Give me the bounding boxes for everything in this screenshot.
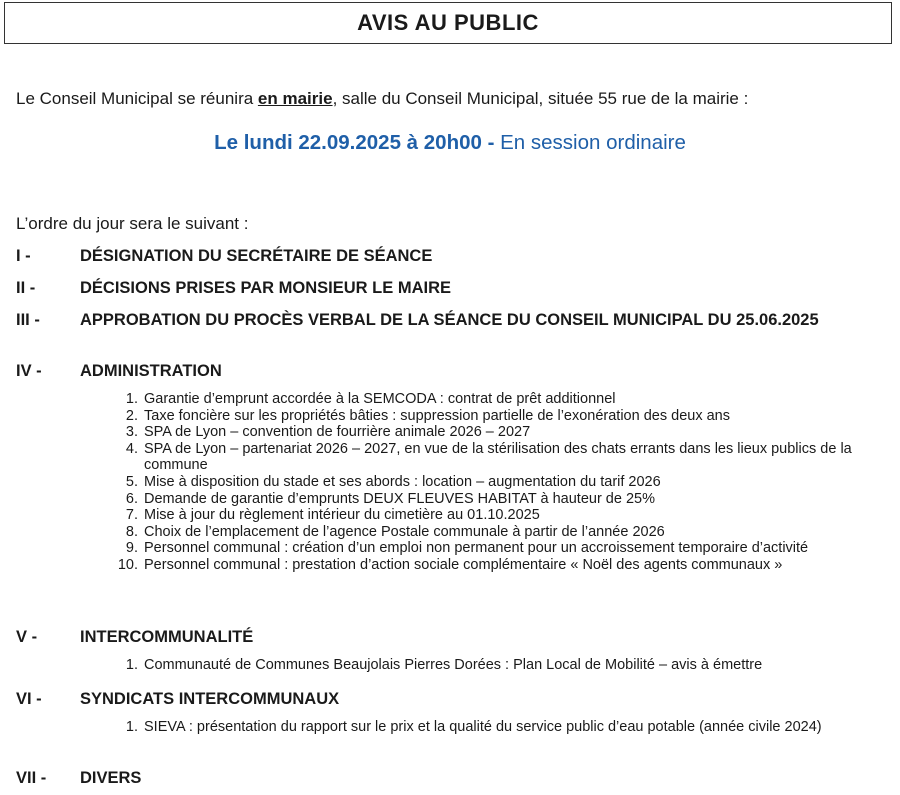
intro-emphasis: en mairie [257,89,333,108]
item-text: Taxe foncière sur les propriétés bâties : suppression partielle de l’exonération des deux ans [144,407,730,424]
section-number: VI - [16,690,42,708]
section-title: SYNDICATS INTERCOMMUNAUX [80,690,340,708]
item-text: Communauté de Communes Beaujolais Pierres Dorées : Plan Local de Mobilité – avis à émettre [144,657,763,673]
section-number: IV - [16,362,42,380]
notice-title-text: AVIS AU PUBLIC [357,10,539,35]
list-item [112,474,872,491]
item-number: 8. [125,523,138,540]
item-text: Garantie d’emprunt accordée à la SEMCODA : contrat de prêt additionnel [144,391,616,407]
item-text: Personnel communal : prestation d’action sociale complémentaire « Noël des agents communaux » [144,556,783,573]
item-text: SPA de Lyon – convention de fourrière animale 2026 – 2027 [144,424,531,441]
list-item [112,391,872,408]
item-number: 5. [125,473,138,490]
intro-after: , salle du Conseil Municipal, située 55 rue de la mairie : [332,89,749,108]
list-item [112,524,872,541]
syndicats-items [112,719,872,736]
section-title: APPROBATION DU PROCÈS VERBAL DE LA SÉANCE DU CONSEIL MUNICIPAL DU 25.06.2025 [80,311,819,329]
session-date: Le lundi 22.09.2025 à 20h00 - [214,131,495,154]
item-number: 6. [125,490,138,507]
section-number: VII - [16,769,47,787]
section-number: III - [16,311,40,329]
list-item [112,424,872,441]
section-title: DÉSIGNATION DU SECRÉTAIRE DE SÉANCE [80,247,433,265]
session-line [0,131,900,155]
list-item [112,557,872,574]
agenda-intro: L’ordre du jour sera le suivant : [16,214,249,233]
list-item [112,719,872,736]
item-text: Choix de l’emplacement de l’agence Postale communale à partir de l’année 2026 [144,523,665,540]
list-item [112,441,872,474]
list-item [112,540,872,557]
notice-title [4,2,892,44]
intercommunalite-items [112,657,872,674]
section-title: ADMINISTRATION [80,362,222,380]
list-item [112,507,872,524]
section-number: V - [16,628,38,646]
section-title: DIVERS [80,769,142,787]
item-text: Mise à disposition du stade et ses abords : location – augmentation du tarif 2026 [144,473,661,490]
item-text: Personnel communal : création d’un emploi non permanent pour un accroissement temporaire d’activité [144,540,809,557]
section-title: INTERCOMMUNALITÉ [80,628,254,646]
item-number: 4. [125,440,138,457]
item-text: SIEVA : présentation du rapport sur le prix et la qualité du service public d’eau potable (année civile 2024) [144,719,822,735]
meeting-location-paragraph [16,89,748,109]
section-number: II - [16,279,36,297]
list-item [112,491,872,508]
item-number: 7. [125,507,138,524]
session-type: En session ordinaire [494,131,686,154]
item-number: 2. [125,407,138,424]
item-text: Mise à jour du règlement intérieur du cimetière au 01.10.2025 [144,507,540,524]
item-number: 3. [125,424,138,441]
section-title: DÉCISIONS PRISES PAR MONSIEUR LE MAIRE [80,279,451,297]
item-number: 1. [125,719,138,735]
list-item [112,408,872,425]
item-number: 1. [125,391,138,407]
section-number: I - [16,247,31,265]
item-number: 9. [125,540,138,557]
item-text: SPA de Lyon – partenariat 2026 – 2027, en vue de la stérilisation des chats errants dans les lieux publics de la commune [144,440,852,474]
list-item [112,657,872,674]
item-text: Demande de garantie d’emprunts DEUX FLEUVES HABITAT à hauteur de 25% [144,490,655,507]
item-number: 1. [125,657,138,673]
item-number: 10. [117,556,138,573]
intro-before: Le Conseil Municipal se réunira [16,89,258,108]
administration-items [112,391,872,574]
